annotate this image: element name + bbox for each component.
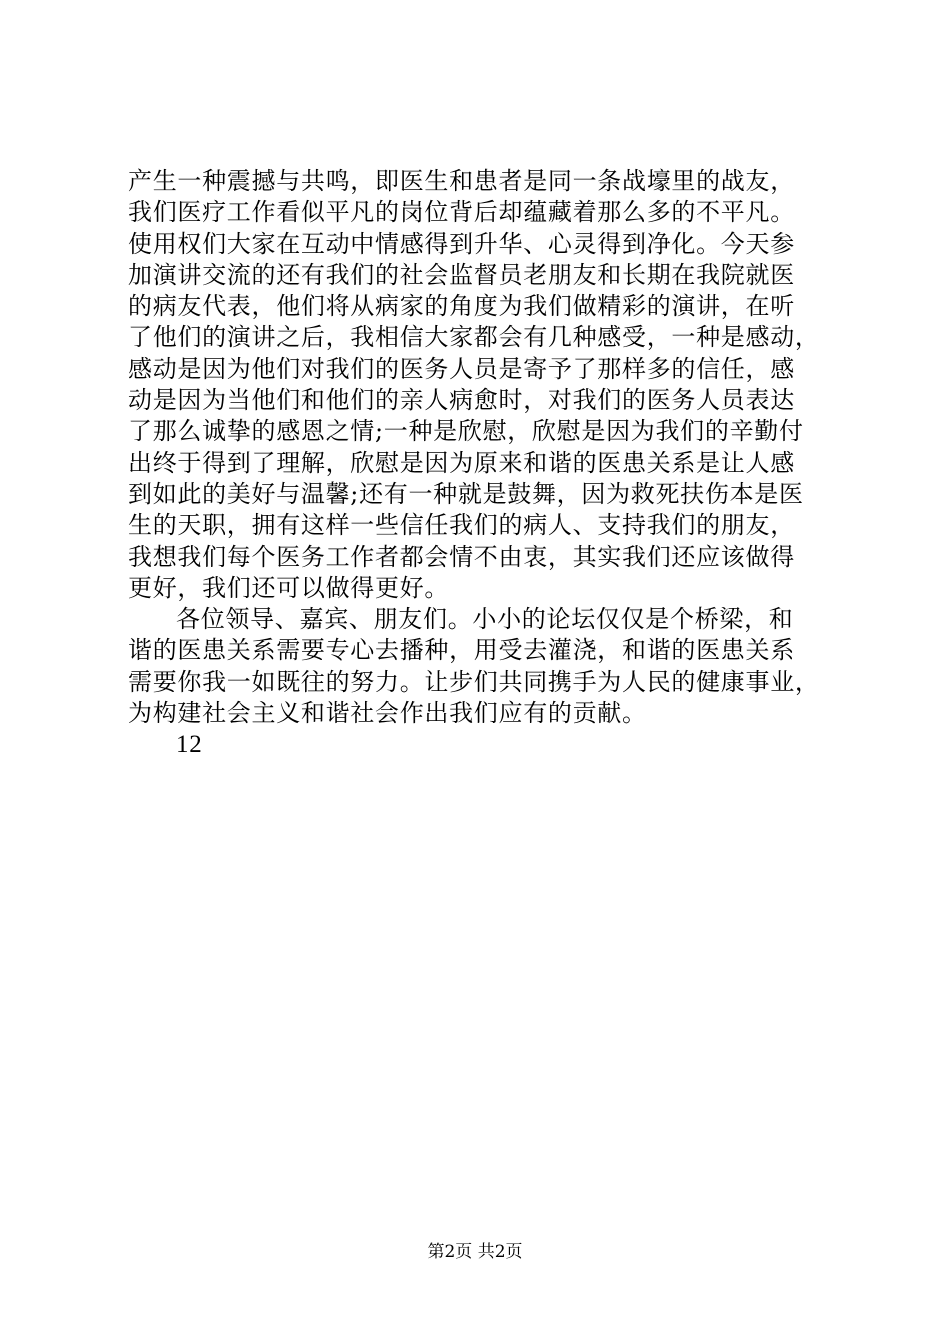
body-text: [128, 166, 828, 761]
text-line: 为构建社会主义和谐社会作出我们应有的贡献。: [128, 699, 647, 728]
text-line: 我想我们每个医务工作者都会情不由衷，其实我们还应该做得: [128, 542, 795, 571]
text-line: 加演讲交流的还有我们的社会监督员老朋友和长期在我院就医: [128, 260, 795, 289]
paragraph-first-line: 各位领导、嘉宾、朋友们。小小的论坛仅仅是个桥梁，和: [176, 605, 794, 634]
text-line: 需要你我一如既往的努力。让步们共同携手为人民的健康事业，: [128, 667, 820, 696]
text-line: 我们医疗工作看似平凡的岗位背后却蕴藏着那么多的不平凡。: [128, 198, 795, 227]
text-line: 动是因为当他们和他们的亲人病愈时，对我们的医务人员表达: [128, 386, 795, 415]
text-line: 出终于得到了理解，欣慰是因为原来和谐的医患关系是让人感: [128, 448, 795, 477]
text-line: 的病友代表，他们将从病家的角度为我们做精彩的演讲，在听: [128, 292, 795, 321]
text-line: 谐的医患关系需要专心去播种，用受去灌浇，和谐的医患关系: [128, 636, 795, 665]
text-line: 生的天职，拥有这样一些信任我们的病人、支持我们的朋友，: [128, 511, 795, 540]
text-line: 感动是因为他们对我们的医务人员是寄予了那样多的信任，感: [128, 354, 795, 383]
page-marker: 12: [176, 731, 203, 759]
text-line: 到如此的美好与温馨;还有一种就是鼓舞，因为救死扶伤本是医: [128, 479, 804, 508]
text-line: 了他们的演讲之后，我相信大家都会有几种感受，一种是感动，: [128, 323, 820, 352]
text-line: 了那么诚挚的感恩之情;一种是欣慰，欣慰是因为我们的辛勤付: [128, 417, 804, 446]
text-line: 更好，我们还可以做得更好。: [128, 573, 450, 602]
text-line: 使用权们大家在互动中情感得到升华、心灵得到净化。今天参: [128, 229, 795, 258]
text-line: 产生一种震撼与共鸣，即医生和患者是同一条战壕里的战友，: [128, 167, 795, 195]
page-footer: 第2页 共2页: [427, 1242, 523, 1262]
